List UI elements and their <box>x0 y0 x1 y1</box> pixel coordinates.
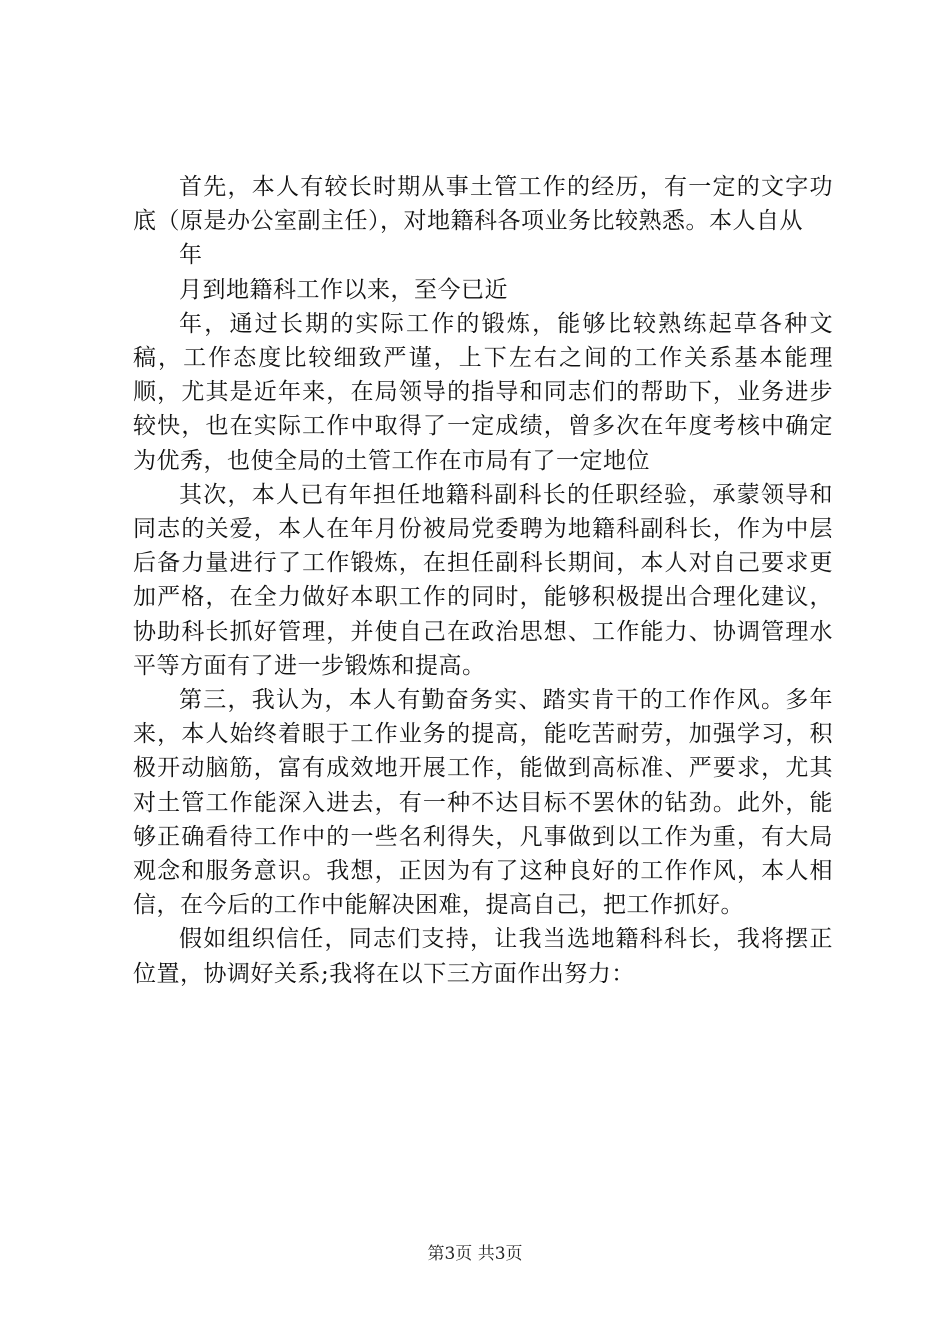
document-body <box>133 170 833 991</box>
paragraph-first: 首先，本人有较长时期从事土管工作的经历，有一定的文字功底（原是办公室副主任），对地籍科各项业务比较熟悉。本人自从 <box>133 174 833 235</box>
paragraph-second: 其次，本人已有年担任地籍科副科长的任职经验，承蒙领导和同志的关爱，本人在年月份被局党委聘为地籍科副科长，作为中层后备力量进行了工作锻炼，在担任副科长期间，本人对自己要求更加严格，在全力做好本职工作的同时，能够积极提出合理化建议，协助科长抓好管理，并使自己在政治思想、工作能力、协调管理水平等方面有了进一步锻炼和提高。 <box>133 481 833 679</box>
paragraph-month-fragment: 月到地籍科工作以来，至今已近 <box>179 276 508 303</box>
page-number-footer: 第3页 共3页 <box>427 1244 523 1264</box>
paragraph-pledge: 假如组织信任，同志们支持，让我当选地籍科科长，我将摆正位置，协调好关系;我将在以下三方面作出努力： <box>133 926 833 987</box>
paragraph-first-continued: 年，通过长期的实际工作的锻炼，能够比较熟练起草各种文稿，工作态度比较细致严谨，上下左右之间的工作关系基本能理顺，尤其是近年来，在局领导的指导和同志们的帮助下，业务进步较快，也在实际工作中取得了一定成绩，曾多次在年度考核中确定为优秀，也使全局的土管工作在市局有了一定地位 <box>133 310 833 474</box>
paragraph-year-fragment: 年 <box>179 242 203 269</box>
paragraph-third: 第三，我认为，本人有勤奋务实、踏实肯干的工作作风。多年来，本人始终着眼于工作业务的提高，能吃苦耐劳，加强学习，积极开动脑筋，富有成效地开展工作，能做到高标准、严要求，尤其对土管工作能深入进去，有一种不达目标不罢休的钻劲。此外，能够正确看待工作中的一些名利得失，凡事做到以工作为重，有大局观念和服务意识。我想，正因为有了这种良好的工作作风，本人相信，在今后的工作中能解决困难，提高自己，把工作抓好。 <box>133 687 833 919</box>
